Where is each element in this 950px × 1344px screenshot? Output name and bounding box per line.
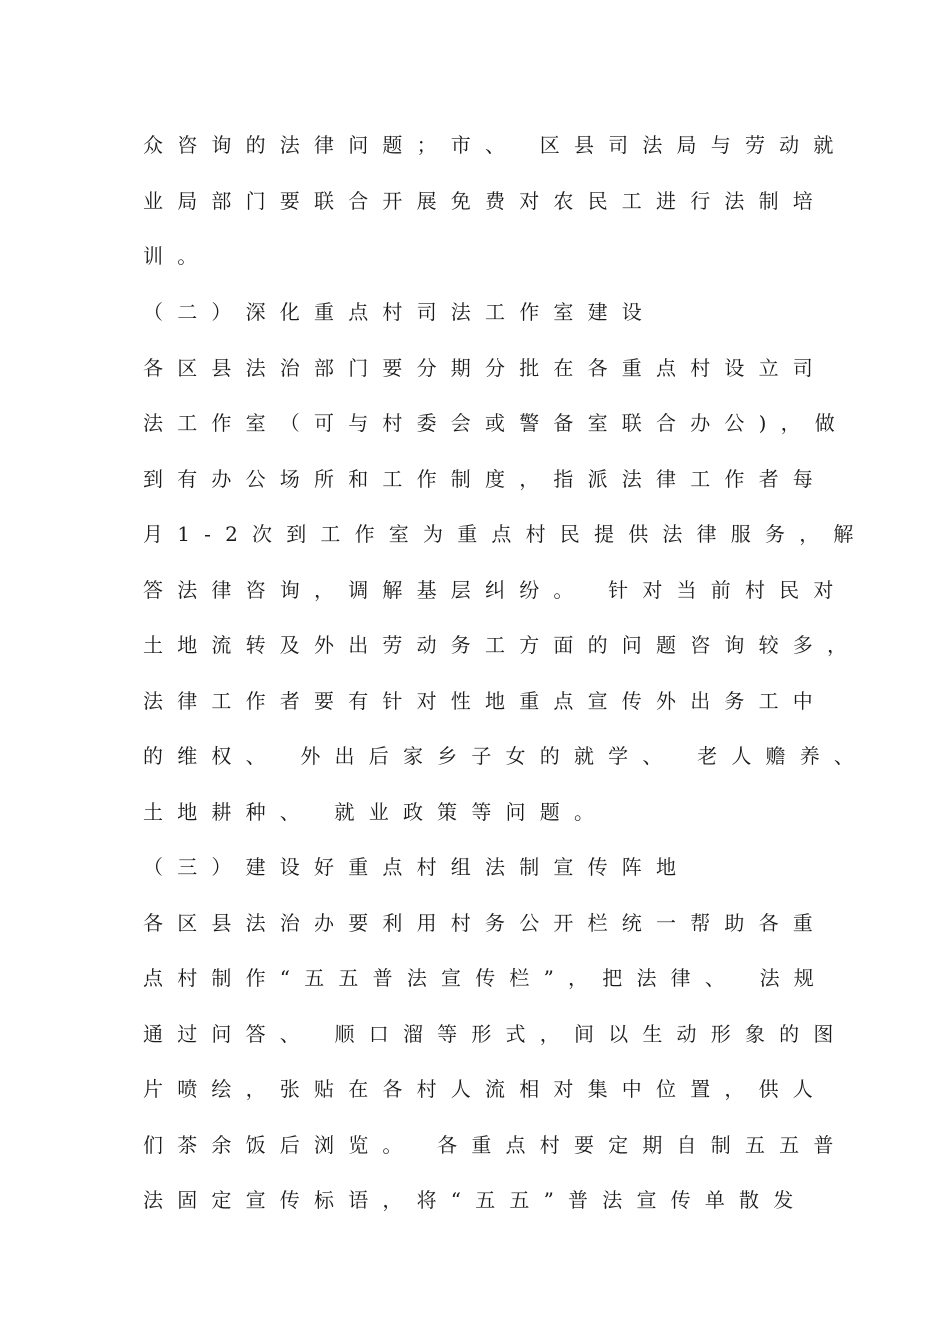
text-line: 土地耕种、 就业政策等问题。 — [143, 800, 609, 824]
section-heading: （二）深化重点村司法工作室建设 — [143, 300, 656, 324]
text-line: 答法律咨询，调解基层纠纷。 针对当前村民对 — [143, 578, 848, 602]
text-line: 法工作室（可与村委会或警备室联合办公)，做 — [143, 411, 850, 435]
text-line: 各区县法治部门要分期分批在各重点村设立司 — [143, 356, 827, 380]
text-line: 法律工作者要有针对性地重点宣传外出务工中 — [143, 689, 827, 713]
text-line: 的维权、 外出后家乡子女的就学、 老人赡养、 — [143, 744, 869, 768]
text-line: 训。 — [143, 244, 212, 268]
text-line: 通过问答、 顺口溜等形式，间以生动形象的图 — [143, 1022, 848, 1046]
text-line: 片喷绘，张贴在各村人流相对集中位置，供人 — [143, 1077, 827, 1101]
text-line: 们茶余饭后浏览。 各重点村要定期自制五五普 — [143, 1133, 848, 1157]
text-line: 土地流转及外出劳动务工方面的问题咨询较多， — [143, 633, 862, 657]
text-line: 各区县法治办要利用村务公开栏统一帮助各重 — [143, 911, 827, 935]
text-line: 业局部门要联合开展免费对农民工进行法制培 — [143, 189, 827, 213]
section-heading: （三）建设好重点村组法制宣传阵地 — [143, 855, 691, 879]
text-line: 点村制作“五五普法宣传栏”，把法律、 法规 — [143, 966, 829, 990]
text-line: 法固定宣传标语，将“五五”普法宣传单散发 — [143, 1188, 808, 1212]
text-line: 众咨询的法律问题；市、 区县司法局与劳动就 — [143, 133, 848, 157]
text-line: 月1-2次到工作室为重点村民提供法律服务，解 — [143, 522, 868, 546]
text-line: 到有办公场所和工作制度，指派法律工作者每 — [143, 467, 827, 491]
